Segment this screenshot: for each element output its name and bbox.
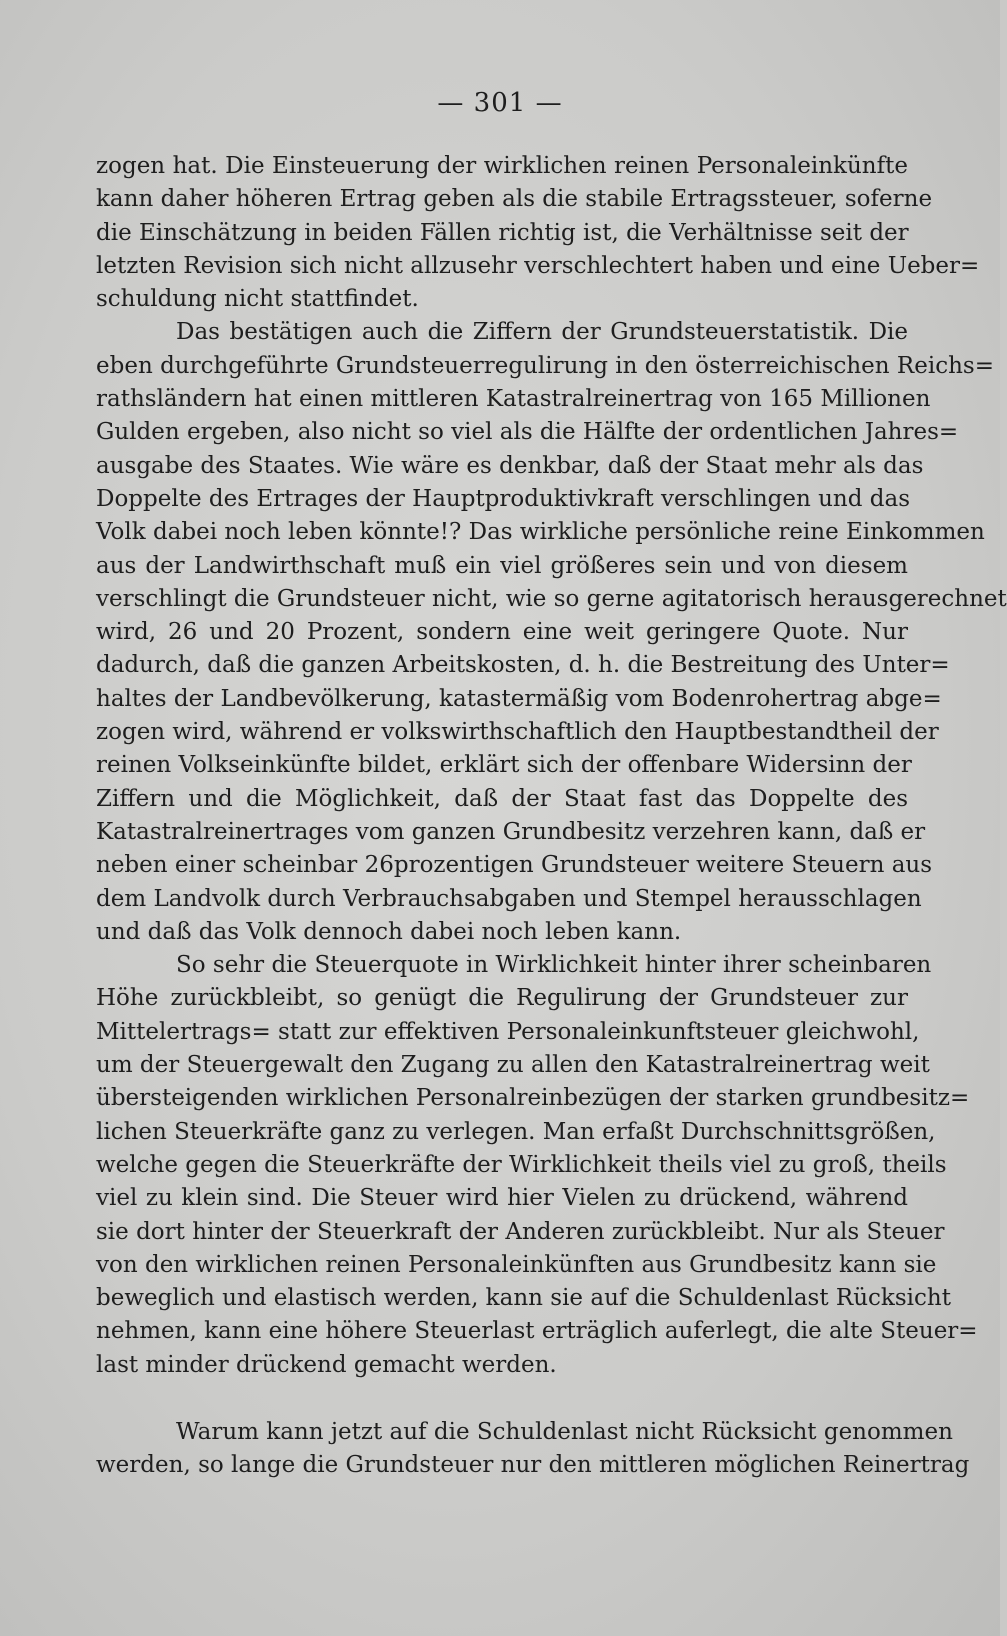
text-line: wird, 26 und 20 Prozent, sondern eine weit geringere Quote. Nur xyxy=(96,619,908,646)
text-line: aus der Landwirthschaft muß ein viel größeres sein und von diesem xyxy=(96,552,908,579)
text-line: Höhe zurückbleibt, so genügt die Regulirung der Grundsteuer zur xyxy=(96,985,908,1012)
text-line: werden, so lange die Grundsteuer nur den mittleren möglichen Reinertrag xyxy=(96,1452,970,1479)
text-line: last minder drückend gemacht werden. xyxy=(96,1351,557,1378)
text-line: Doppelte des Ertrages der Hauptproduktivkraft verschlingen und das xyxy=(96,485,911,512)
text-line: schuldung nicht stattfindet. xyxy=(96,286,419,313)
text-line: zogen wird, während er volkswirthschaftlich den Hauptbestandtheil der xyxy=(96,719,939,746)
text-line: beweglich und elastisch werden, kann sie auf die Schuldenlast Rücksicht xyxy=(96,1285,951,1312)
text-line: lichen Steuerkräfte ganz zu verlegen. Man erfaßt Durchschnittsgrößen, xyxy=(96,1118,936,1145)
text-line: eben durchgeführte Grundsteuerregulirung in den österreichischen Reichs= xyxy=(96,352,994,379)
paragraph-gap xyxy=(96,1382,908,1416)
text-line: ausgabe des Staates. Wie wäre es denkbar, daß der Staat mehr als das xyxy=(96,452,924,479)
text-line: letzten Revision sich nicht allzusehr verschlechtert haben und eine Ueber= xyxy=(96,252,980,279)
text-line: die Einschätzung in beiden Fällen richtig ist, die Verhältnisse seit der xyxy=(96,219,909,246)
text-line: Ziffern und die Möglichkeit, daß der Staat fast das Doppelte des xyxy=(96,785,908,812)
text-line: neben einer scheinbar 26prozentigen Grundsteuer weitere Steuern aus xyxy=(96,852,933,879)
paragraph-1 xyxy=(96,150,980,316)
text-line: dem Landvolk durch Verbrauchsabgaben und Stempel herausschlagen xyxy=(96,885,922,912)
text-line: nehmen, kann eine höhere Steuerlast erträglich auferlegt, die alte Steuer= xyxy=(96,1318,978,1345)
text-line: zogen hat. Die Einsteuerung der wirklichen reinen Personaleinkünfte xyxy=(96,153,908,179)
text-line: kann daher höheren Ertrag geben als die stabile Ertragssteuer, soferne xyxy=(96,186,933,213)
text-line: Mittelertrags= statt zur effektiven Personaleinkunftsteuer gleichwohl, xyxy=(96,1018,920,1045)
text-line: Das bestätigen auch die Ziffern der Grundsteuerstatistik. Die xyxy=(176,319,908,346)
text-line: welche gegen die Steuerkräfte der Wirklichkeit theils viel zu groß, theils xyxy=(96,1151,947,1178)
text-line: von den wirklichen reinen Personaleinkünften aus Grundbesitz kann sie xyxy=(96,1251,937,1278)
text-line: Katastralreinertrages vom ganzen Grundbesitz verzehren kann, daß er xyxy=(96,818,926,845)
text-line: sie dort hinter der Steuerkraft der Anderen zurückbleibt. Nur als Steuer xyxy=(96,1218,945,1245)
page-number: — 301 — xyxy=(437,88,563,118)
text-line: um der Steuergewalt den Zugang zu allen den Katastralreinertrag weit xyxy=(96,1052,930,1079)
text-line: Warum kann jetzt auf die Schuldenlast nicht Rücksicht genommen xyxy=(176,1418,953,1445)
text-line: Volk dabei noch leben könnte!? Das wirkliche persönliche reine Einkommen xyxy=(96,519,985,546)
text-line: verschlingt die Grundsteuer nicht, wie so gerne agitatorisch herausgerechnet xyxy=(96,585,1007,612)
paragraph-3 xyxy=(96,949,978,1382)
text-line: viel zu klein sind. Die Steuer wird hier Vielen zu drückend, während xyxy=(96,1185,908,1212)
text-line: und daß das Volk dennoch dabei noch leben kann. xyxy=(96,918,682,945)
text-line: übersteigenden wirklichen Personalreinbezügen der starken grundbesitz= xyxy=(96,1085,970,1112)
paragraph-2 xyxy=(96,316,1007,949)
text-line: haltes der Landbevölkerung, katastermäßig vom Bodenrohertrag abge= xyxy=(96,685,942,712)
text-line: dadurch, daß die ganzen Arbeitskosten, d. h. die Bestreitung des Unter= xyxy=(96,652,950,679)
paragraph-4 xyxy=(96,1416,970,1483)
text-line: So sehr die Steuerquote in Wirklichkeit hinter ihrer scheinbaren xyxy=(176,952,932,979)
body-text xyxy=(96,150,1007,1483)
text-line: rathsländern hat einen mittleren Katastralreinertrag von 165 Millionen xyxy=(96,386,931,413)
text-line: Gulden ergeben, also nicht so viel als die Hälfte der ordentlichen Jahres= xyxy=(96,419,959,446)
text-line: reinen Volkseinkünfte bildet, erklärt sich der offenbare Widersinn der xyxy=(96,752,912,779)
